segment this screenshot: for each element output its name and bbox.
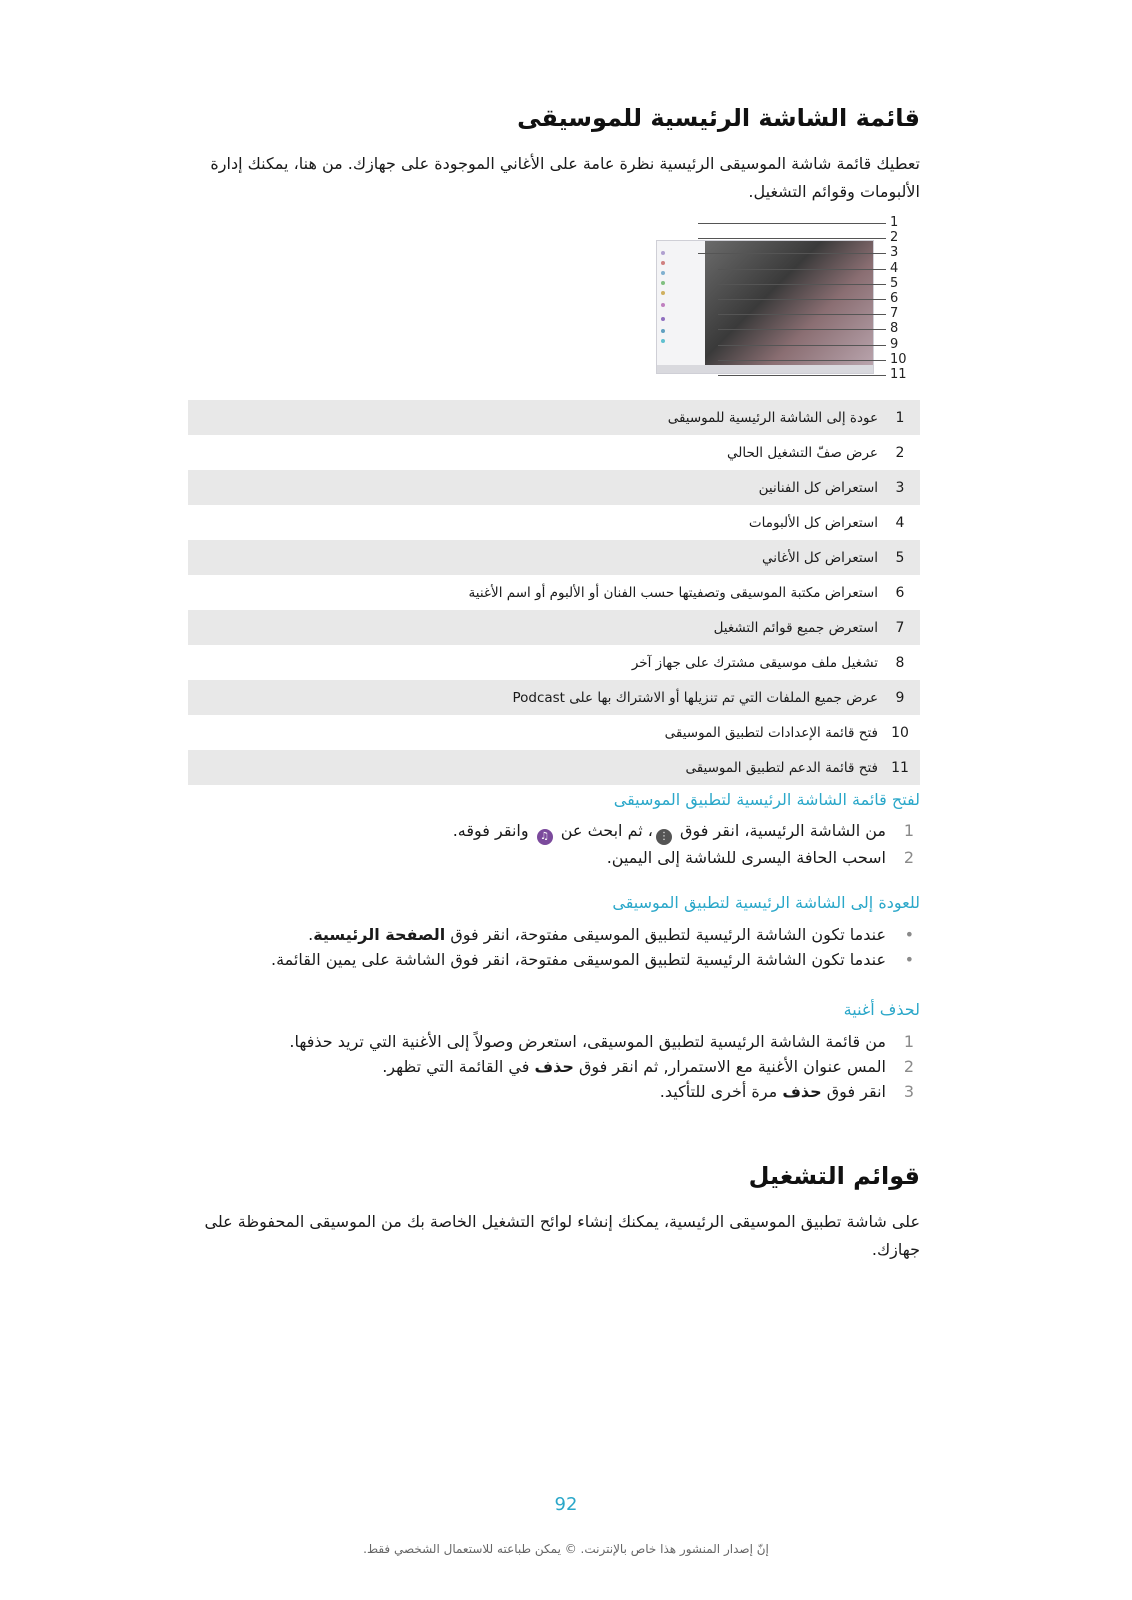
- table-row: [188, 540, 920, 575]
- legend-number: 2: [895, 444, 905, 461]
- album-art-image: [705, 241, 873, 365]
- bullet-icon: •: [904, 925, 914, 944]
- callout-number: 9: [890, 336, 899, 352]
- menu-item-icon: [661, 271, 665, 275]
- bold-term: حذف: [534, 1057, 574, 1076]
- legend-text: عودة إلى الشاشة الرئيسية للموسيقى: [188, 400, 880, 435]
- menu-drawer: [657, 241, 705, 373]
- step-text: المس عنوان الأغنية مع الاستمرار, ثم انقر فوق: [578, 1057, 886, 1076]
- step-text: وانقر فوقه.: [452, 821, 529, 840]
- legend-text: استعراض كل الألبومات: [748, 514, 878, 531]
- step-text: اسحب الحافة اليسرى للشاشة إلى اليمين.: [606, 848, 886, 867]
- legend-number: 6: [895, 584, 905, 601]
- legend-number: 1: [880, 400, 920, 435]
- table-row: [188, 645, 920, 680]
- footer-note: إنّ إصدار المنشور هذا خاص بالإنترنت. © يمكن طباعته للاستعمال الشخصي فقط.: [363, 1542, 769, 1556]
- legend-text: عرض صفّ التشغيل الحالي: [727, 444, 878, 461]
- heading-delete-song: لحذف أغنية: [843, 1000, 920, 1019]
- callout-number: 5: [890, 275, 899, 291]
- callout-line: [718, 329, 886, 330]
- delete-song-steps: [188, 1029, 920, 1104]
- bullet-text: عندما تكون الشاشة الرئيسية لتطبيق الموسيقى مفتوحة، انقر فوق الشاشة على يمين القائمة.: [271, 950, 886, 969]
- step-number: 1: [903, 821, 915, 840]
- step-text: في القائمة التي تظهر.: [382, 1057, 530, 1076]
- step-text: ، ثم ابحث عن: [560, 821, 653, 840]
- callout-number: 10: [890, 351, 907, 367]
- legend-number: 11: [880, 750, 920, 785]
- legend-text: استعراض مكتبة الموسيقى وتصفيتها حسب الفنان أو الألبوم أو اسم الأغنية: [468, 584, 878, 601]
- legend-text: فتح قائمة الدعم لتطبيق الموسيقى: [188, 750, 880, 785]
- heading-go-home: للعودة إلى الشاشة الرئيسية لتطبيق الموسيقى: [612, 893, 920, 912]
- menu-item-icon: [661, 261, 665, 265]
- step-text: من الشاشة الرئيسية، انقر فوق: [680, 821, 886, 840]
- menu-item-icon: [661, 303, 665, 307]
- list-item: [188, 818, 920, 845]
- legend-number: 7: [880, 610, 920, 645]
- list-item: [188, 922, 920, 947]
- device-screenshot: [656, 240, 874, 374]
- legend-number: 5: [880, 540, 920, 575]
- music-screen-figure: [638, 210, 918, 380]
- open-menu-steps: [188, 818, 920, 870]
- table-row: [188, 400, 920, 435]
- menu-item-icon: [661, 339, 665, 343]
- music-note-icon: ♫: [537, 829, 553, 845]
- step-text: مرة أخرى للتأكيد.: [659, 1082, 778, 1101]
- legend-number: 4: [895, 514, 905, 531]
- go-home-bullets: [188, 922, 920, 972]
- legend-number: 3: [880, 470, 920, 505]
- legend-text: استعرض جميع قوائم التشغيل: [188, 610, 880, 645]
- menu-item-icon: [661, 291, 665, 295]
- bullet-icon: •: [904, 950, 914, 969]
- bullet-text: عندما تكون الشاشة الرئيسية لتطبيق الموسيقى مفتوحة، انقر فوق: [450, 925, 886, 944]
- callout-number: 7: [890, 306, 899, 322]
- apps-grid-icon: ⋮: [656, 829, 672, 845]
- callout-line: [698, 238, 886, 239]
- legend-table: [188, 400, 920, 785]
- list-item: [188, 1029, 920, 1054]
- callout-line: [718, 284, 886, 285]
- step-number: 1: [903, 1032, 915, 1051]
- legend-number: 8: [895, 654, 905, 671]
- legend-number: 10: [891, 724, 909, 741]
- callout-number: 4: [890, 260, 899, 276]
- step-number: 2: [903, 1057, 915, 1076]
- callout-line: [718, 345, 886, 346]
- callout-line: [698, 223, 886, 224]
- menu-item-icon: [661, 281, 665, 285]
- callout-line: [718, 269, 886, 270]
- table-row: [188, 750, 920, 785]
- callout-number: 1: [890, 215, 899, 230]
- callout-line: [718, 314, 886, 315]
- bold-term: حذف: [782, 1082, 822, 1101]
- callout-number: 6: [890, 291, 899, 306]
- list-item: [188, 845, 920, 870]
- section-title-music-home-menu: قائمة الشاشة الرئيسية للموسيقى: [517, 104, 920, 132]
- step-number: 3: [903, 1082, 915, 1101]
- legend-number: 9: [880, 680, 920, 715]
- table-row: [188, 470, 920, 505]
- table-row: [188, 610, 920, 645]
- table-row: [188, 680, 920, 715]
- legend-text: فتح قائمة الإعدادات لتطبيق الموسيقى: [664, 724, 878, 741]
- list-item: [188, 1079, 920, 1104]
- legend-text: استعراض كل الأغاني: [188, 540, 880, 575]
- table-row: [188, 435, 920, 470]
- table-row: [188, 715, 920, 750]
- step-text: من قائمة الشاشة الرئيسية لتطبيق الموسيقى، استعرض وصولاً إلى الأغنية التي تريد حذفها.: [289, 1032, 886, 1051]
- navigation-bar: [657, 365, 873, 373]
- menu-item-icon: [661, 251, 665, 255]
- table-row: [188, 575, 920, 610]
- callout-line: [718, 299, 886, 300]
- playlists-paragraph: على شاشة تطبيق الموسيقى الرئيسية، يمكنك إنشاء لوائح التشغيل الخاصة بك من الموسيقى المحفوظة على جهازك.: [204, 1212, 920, 1259]
- step-number: 2: [903, 848, 915, 867]
- callout-line: [718, 375, 886, 376]
- table-row: [188, 505, 920, 540]
- bold-term: الصفحة الرئيسية: [313, 925, 446, 944]
- step-text: انقر فوق: [826, 1082, 886, 1101]
- legend-text: استعراض كل الفنانين: [188, 470, 880, 505]
- callout-number: 8: [890, 321, 899, 337]
- list-item: [188, 1054, 920, 1079]
- legend-text: تشغيل ملف موسيقى مشترك على جهاز آخر: [631, 654, 878, 671]
- page-number: 92: [554, 1494, 578, 1515]
- heading-open-menu: لفتح قائمة الشاشة الرئيسية لتطبيق الموسيقى: [613, 790, 920, 809]
- intro-paragraph: تعطيك قائمة شاشة الموسيقى الرئيسية نظرة عامة على الأغاني الموجودة على جهازك. من هنا، يمكنك إدارة الألبومات وقوائم التشغيل.: [210, 154, 920, 201]
- callout-number: 2: [890, 230, 899, 246]
- menu-item-icon: [661, 317, 665, 321]
- bullet-text: .: [308, 925, 314, 944]
- callout-line: [718, 360, 886, 361]
- list-item: [188, 947, 920, 972]
- menu-item-icon: [661, 329, 665, 333]
- callout-line: [698, 253, 886, 254]
- callout-number: 11: [890, 367, 907, 382]
- section-title-playlists: قوائم التشغيل: [748, 1162, 920, 1190]
- legend-text: عرض جميع الملفات التي تم تنزيلها أو الاشتراك بها على Podcast: [188, 680, 880, 715]
- callout-number: 3: [890, 245, 899, 261]
